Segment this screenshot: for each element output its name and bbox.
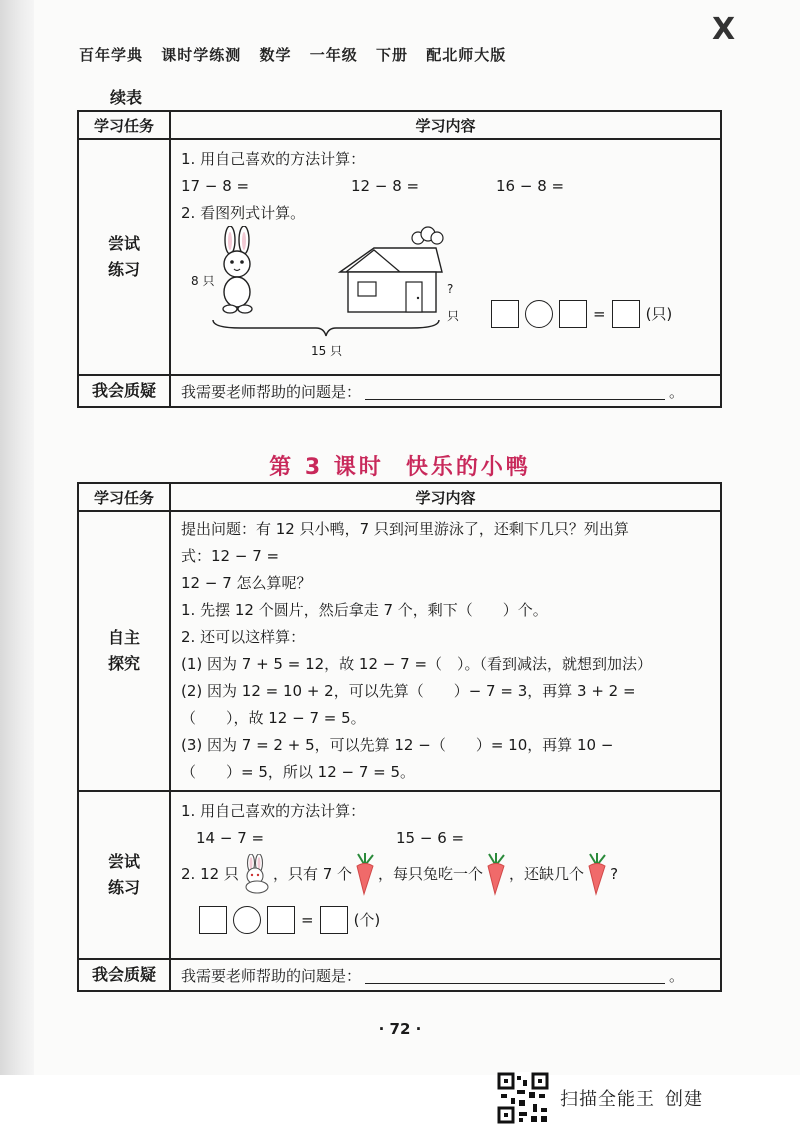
scanner-app-name: 扫描全能王 <box>560 1089 655 1110</box>
task-label: 自主 探究 <box>107 628 140 673</box>
unit-label: (个) <box>353 910 381 929</box>
explore-line: 1. 先摆 12 个圆片，然后拿走 7 个，剩下（ ）个。 <box>181 601 548 619</box>
answer-box[interactable] <box>320 906 348 934</box>
task-label: 尝试 练习 <box>107 234 140 279</box>
q2-row <box>181 852 710 896</box>
book-header <box>79 44 518 65</box>
calc-item: 15 − 6 = <box>396 829 465 847</box>
explore-content <box>170 511 721 791</box>
explore-line: 12 − 7 怎么算呢？ <box>181 574 312 592</box>
explore-line: (3) 因为 7 = 2 + 5，可以先算 12 −（ ）= 10，再算 10 − <box>181 736 614 754</box>
header-item: 课时学练测 <box>161 46 242 64</box>
explore-line: (2) 因为 12 = 10 + 2，可以先算（ ）− 7 = 3，再算 3 + 2 = <box>181 682 636 700</box>
equation-row <box>199 906 710 934</box>
carrot-icon <box>584 852 610 896</box>
rabbit-icon <box>213 226 263 316</box>
task-try-practice <box>78 139 170 375</box>
total-count: 15 只 <box>311 344 343 358</box>
calc-item: 12 − 8 = <box>351 177 420 195</box>
house-count: ? 只 <box>447 282 460 323</box>
q2-text: ，还缺几个 <box>509 864 585 883</box>
calc-item: 14 − 7 = <box>196 829 265 847</box>
carrot-icon <box>483 852 509 896</box>
try-practice-content <box>170 791 721 959</box>
explore-line: 式：12 − 7 = <box>181 547 280 565</box>
equals-sign: = <box>593 304 606 323</box>
equals-sign: = <box>301 910 314 929</box>
answer-box[interactable] <box>491 300 519 328</box>
q1-title: 1. 用自己喜欢的方法计算： <box>181 802 366 820</box>
task-label: 尝试 练习 <box>107 852 140 897</box>
q2-text: ，每只兔吃一个 <box>378 864 484 883</box>
lesson-number: 第 3 课时 <box>269 455 384 480</box>
header-item: 一年级 <box>309 46 358 64</box>
header-item: 数学 <box>259 46 292 64</box>
page-number: · 72 · <box>378 1020 422 1038</box>
q2-text: ，只有 7 个 <box>272 864 353 883</box>
page-edge <box>0 0 34 1075</box>
header-task: 学习任务 <box>78 483 170 511</box>
help-prompt: 我需要老师帮助的问题是： <box>181 382 362 401</box>
lesson-name: 快乐的小鸭 <box>405 455 531 480</box>
q2-title: 2. 看图列式计算。 <box>181 204 306 222</box>
help-prompt: 我需要老师帮助的问题是： <box>181 966 362 985</box>
explore-line: (1) 因为 7 + 5 = 12，故 12 − 7 =（ ）。（看到减法，就想到加法） <box>181 655 653 673</box>
operator-circle[interactable] <box>525 300 553 328</box>
house-icon <box>336 226 446 316</box>
explore-line: 2. 还可以这样算： <box>181 628 306 646</box>
try-practice-content <box>170 139 721 375</box>
calc-item: 16 − 8 = <box>496 177 565 195</box>
continued-label: 续表 <box>110 88 143 107</box>
carrot-icon <box>352 852 378 896</box>
task-try-practice <box>78 791 170 959</box>
rabbit-count: 8 只 <box>191 274 215 288</box>
answer-box[interactable] <box>199 906 227 934</box>
header-item: 下册 <box>376 46 409 64</box>
help-content <box>170 959 721 991</box>
scanner-watermark <box>560 1085 713 1111</box>
lesson-title <box>0 450 800 481</box>
task-question: 我会质疑 <box>78 375 170 407</box>
operator-circle[interactable] <box>233 906 261 934</box>
brace <box>211 318 441 338</box>
answer-line[interactable] <box>365 967 665 984</box>
help-content <box>170 375 721 407</box>
help-end: 。 <box>669 382 685 401</box>
task-question: 我会质疑 <box>78 959 170 991</box>
answer-box[interactable] <box>267 906 295 934</box>
explore-line: （ ），故 12 − 7 = 5。 <box>181 709 366 727</box>
header-item: 配北师大版 <box>426 46 507 64</box>
q2-text: 2. 12 只 <box>181 864 239 883</box>
help-end: 。 <box>669 966 685 985</box>
q1-title: 1. 用自己喜欢的方法计算： <box>181 150 366 168</box>
q2-text: ? <box>610 864 619 883</box>
rabbit-icon <box>239 854 273 894</box>
header-content: 学习内容 <box>170 111 721 139</box>
explore-line: 提出问题：有 12 只小鸭，7 只到河里游泳了，还剩下几只？列出算 <box>181 520 629 538</box>
picture-area <box>191 226 460 358</box>
lesson-table <box>77 482 722 992</box>
header-item: 百年学典 <box>79 46 144 64</box>
unit-label: (只) <box>645 304 673 323</box>
calc-item: 17 − 8 = <box>181 177 250 195</box>
answer-line[interactable] <box>365 383 665 400</box>
answer-box[interactable] <box>612 300 640 328</box>
answer-box[interactable] <box>559 300 587 328</box>
header-task: 学习任务 <box>78 111 170 139</box>
explore-line: （ ）= 5，所以 12 − 7 = 5。 <box>181 763 416 781</box>
scanner-created: 创建 <box>665 1089 703 1110</box>
equation-row <box>491 300 672 328</box>
qr-code-icon <box>497 1072 549 1124</box>
corner-mark: X <box>712 12 736 47</box>
header-content: 学习内容 <box>170 483 721 511</box>
task-self-explore <box>78 511 170 791</box>
continued-table <box>77 110 722 408</box>
